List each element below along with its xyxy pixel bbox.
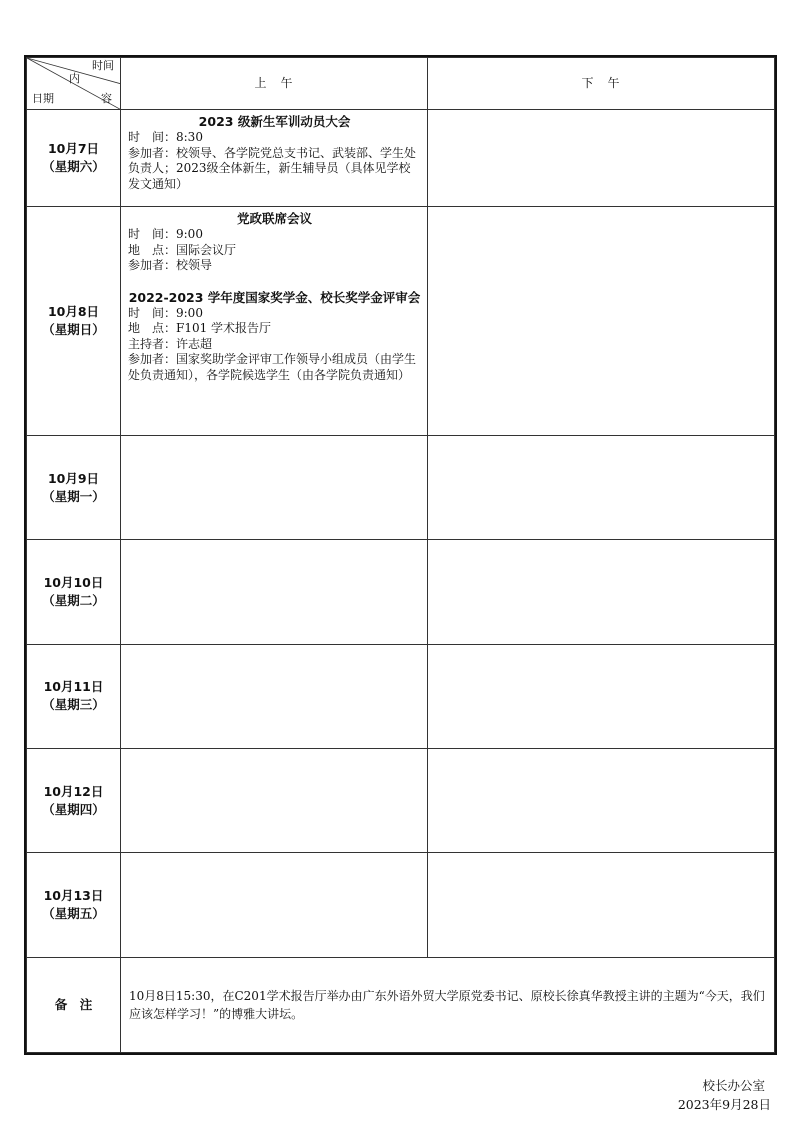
weekday-label: （星期三） [42, 697, 105, 713]
weekly-schedule-table [26, 57, 775, 1053]
weekday-label: （星期二） [42, 593, 105, 609]
date-label: 10月12日 [43, 783, 104, 799]
diag-label-content-2: 容 [101, 92, 112, 105]
event-title: 党政联席会议 [236, 211, 312, 227]
remarks-label: 备 注 [27, 957, 121, 1052]
day-row [27, 436, 775, 540]
date-cell [27, 853, 121, 957]
am-cell [121, 853, 428, 957]
event-detail-line: 参加者：国家奖助学金评审工作领导小组成员（由学生处负责通知），各学院候选学生（由各学院负责通知） [128, 352, 417, 382]
day-row [27, 207, 775, 436]
diag-label-date: 日期 [32, 92, 54, 105]
event-detail-line: 时 间：9:00 [128, 305, 203, 320]
date-cell [27, 644, 121, 748]
pm-cell [428, 749, 775, 853]
date-cell [27, 436, 121, 540]
event-detail-line: 时 间：8:30 [128, 130, 203, 145]
header-row [27, 58, 775, 110]
date-cell [27, 110, 121, 207]
diag-label-content-1: 内 [69, 72, 80, 85]
date-label: 10月11日 [43, 679, 104, 695]
event-detail-line: 地 点：国际会议厅 [128, 242, 237, 257]
pm-cell [428, 436, 775, 540]
am-cell [121, 207, 428, 436]
date-label: 10月10日 [43, 575, 104, 591]
event-detail-line: 地 点：F101 学术报告厅 [128, 321, 272, 336]
remarks-row [27, 957, 775, 1052]
date-label: 10月8日 [47, 304, 100, 320]
weekday-label: （星期五） [42, 906, 105, 922]
pm-cell [428, 540, 775, 644]
am-cell [121, 644, 428, 748]
day-row [27, 644, 775, 748]
date-label: 10月9日 [47, 470, 100, 486]
am-cell [121, 749, 428, 853]
date-label: 10月13日 [43, 888, 104, 904]
day-row [27, 110, 775, 207]
footer-org: 校长办公室 [702, 1078, 765, 1093]
schedule-sheet [24, 55, 777, 1055]
am-cell [121, 110, 428, 207]
event-title: 2022-2023 学年度国家奖学金、校长奖学金评审会 [128, 289, 421, 305]
pm-cell [428, 110, 775, 207]
event-title: 2023 级新生军训动员大会 [198, 114, 351, 130]
date-cell [27, 540, 121, 644]
pm-cell [428, 207, 775, 436]
day-row [27, 853, 775, 957]
footer-date: 2023年9月28日 [677, 1097, 771, 1112]
diag-label-time: 时间 [92, 59, 114, 72]
weekday-label: （星期四） [42, 801, 105, 817]
date-cell [27, 749, 121, 853]
event-detail-line: 参加者：校领导、各学院党总支书记、武装部、学生处负责人；2023级全体新生，新生辅导员（具体见学校发文通知） [128, 145, 417, 191]
am-cell [121, 436, 428, 540]
pm-cell [428, 853, 775, 957]
weekday-label: （星期一） [42, 488, 105, 504]
am-cell [121, 540, 428, 644]
day-row [27, 540, 775, 644]
date-cell [27, 207, 121, 436]
event-detail-line: 参加者：校领导 [128, 258, 213, 273]
event-detail-line: 时 间：9:00 [128, 227, 203, 242]
footer [678, 1076, 771, 1114]
pm-cell [428, 644, 775, 748]
diagonal-header-cell [27, 58, 121, 110]
weekday-label: （星期六） [42, 159, 105, 175]
remarks-text: 10月8日15:30，在C201学术报告厅举办由广东外语外贸大学原党委书记、原校长徐真华教授主讲的主题为“今天，我们应该怎样学习！”的博雅大讲坛。 [121, 957, 775, 1052]
event-detail-line: 主持者：许志超 [128, 336, 213, 351]
date-label: 10月7日 [47, 141, 100, 157]
am-header: 上 午 [121, 58, 428, 110]
day-row [27, 749, 775, 853]
pm-header: 下 午 [428, 58, 775, 110]
weekday-label: （星期日） [42, 322, 105, 338]
